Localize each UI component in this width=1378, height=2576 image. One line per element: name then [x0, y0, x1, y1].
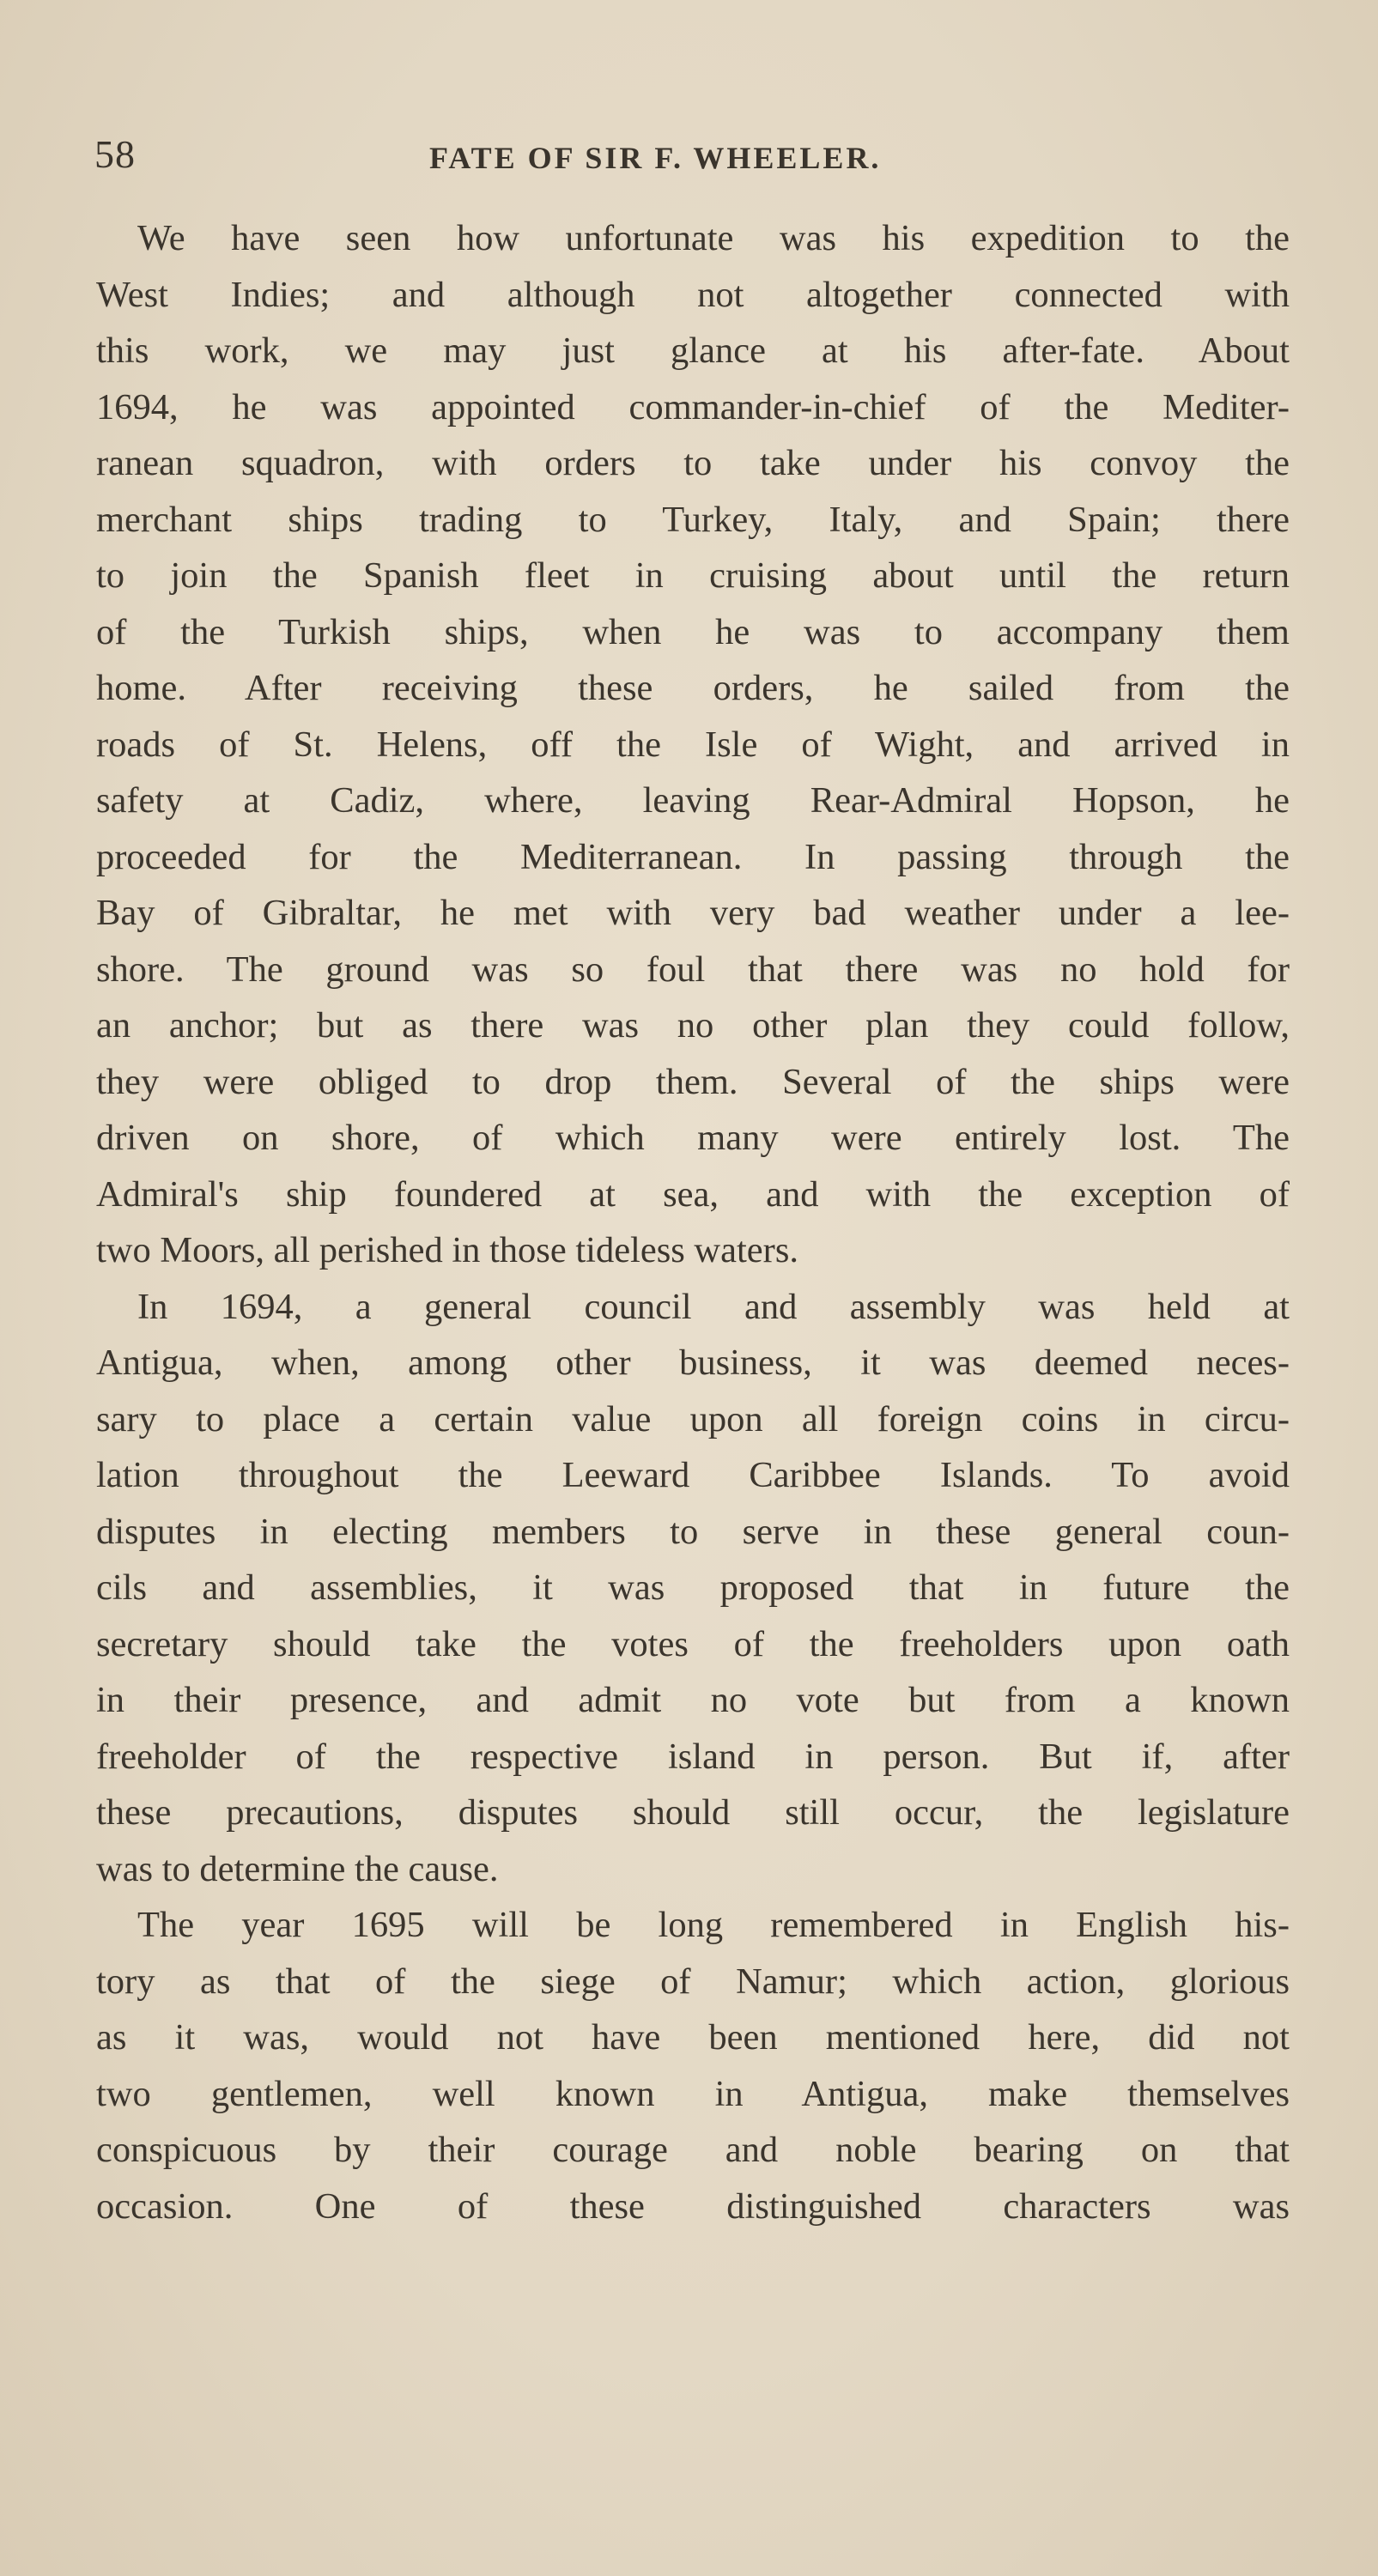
text-line: driven on shore, of which many were entirely lost. The: [96, 1118, 1290, 1158]
text-line: of the Turkish ships, when he was to accompany them: [96, 611, 1290, 652]
body-text: [96, 210, 1290, 2234]
text-line: Admiral's ship foundered at sea, and with the exception of: [96, 1173, 1290, 1215]
text-line: Bay of Gibraltar, he met with very bad weather under a lee-: [96, 893, 1290, 933]
text-line: proceeded for the Mediterranean. In passing through the: [96, 836, 1290, 877]
page-number: 58: [94, 132, 136, 176]
text-line: sary to place a certain value upon all foreign coins in circu-: [96, 1398, 1290, 1440]
text-line: these precautions, disputes should still occur, the legislature: [96, 1792, 1290, 1833]
text-line: disputes in electing members to serve in these general coun-: [96, 1511, 1290, 1552]
text-line: West Indies; and although not altogether connected with: [96, 274, 1290, 315]
text-line: secretary should take the votes of the freeholders upon oath: [96, 1623, 1290, 1664]
text-line: they were obliged to drop them. Several of the ships were: [96, 1061, 1290, 1102]
running-head: [94, 129, 1296, 180]
text-line: safety at Cadiz, where, leaving Rear-Admiral Hopson, he: [96, 780, 1290, 821]
text-line: tory as that of the siege of Namur; which action, glorious: [96, 1961, 1290, 2002]
text-line: We have seen how unfortunate was his expedition to the: [137, 218, 1290, 258]
text-line: merchant ships trading to Turkey, Italy, and Spain; there: [96, 499, 1290, 540]
text-line: an anchor; but as there was no other plan they could follow,: [96, 1005, 1290, 1046]
text-line: Antigua, when, among other business, it was deemed neces-: [96, 1343, 1290, 1383]
text-line: this work, we may just glance at his after-fate. About: [96, 330, 1290, 371]
text-line: roads of St. Helens, off the Isle of Wight, and arrived in: [96, 724, 1290, 765]
text-line: 1694, he was appointed commander-in-chief of the Mediter-: [96, 386, 1290, 427]
text-line: ranean squadron, with orders to take under his convoy the: [96, 443, 1290, 483]
text-line: home. After receiving these orders, he sailed from the: [96, 668, 1290, 708]
text-line: was to determine the cause.: [96, 1848, 499, 1889]
text-line: two Moors, all perished in those tideless waters.: [96, 1230, 798, 1270]
text-line: shore. The ground was so foul that there was no hold for: [96, 949, 1290, 990]
text-line: lation throughout the Leeward Caribbee Islands. To avoid: [96, 1455, 1290, 1495]
text-line: occasion. One of these distinguished characters was: [96, 2185, 1290, 2227]
text-line: The year 1695 will be long remembered in English his-: [137, 1905, 1290, 1945]
text-line: in their presence, and admit no vote but from a known: [96, 1680, 1290, 1720]
text-line: freeholder of the respective island in person. But if, after: [96, 1736, 1290, 1777]
paragraph: [96, 1279, 1290, 1898]
running-title: FATE OF SIR F. WHEELER.: [429, 141, 882, 175]
paragraph: [96, 1897, 1290, 2234]
paragraph: [96, 210, 1290, 1279]
text-line: In 1694, a general council and assembly was held at: [137, 1286, 1290, 1327]
text-line: cils and assemblies, it was proposed that in future the: [96, 1567, 1290, 1608]
text-line: two gentlemen, well known in Antigua, make themselves: [96, 2073, 1290, 2114]
text-line: conspicuous by their courage and noble bearing on that: [96, 2130, 1290, 2170]
text-line: to join the Spanish fleet in cruising about until the return: [96, 555, 1290, 596]
text-line: as it was, would not have been mentioned here, did not: [96, 2017, 1290, 2058]
